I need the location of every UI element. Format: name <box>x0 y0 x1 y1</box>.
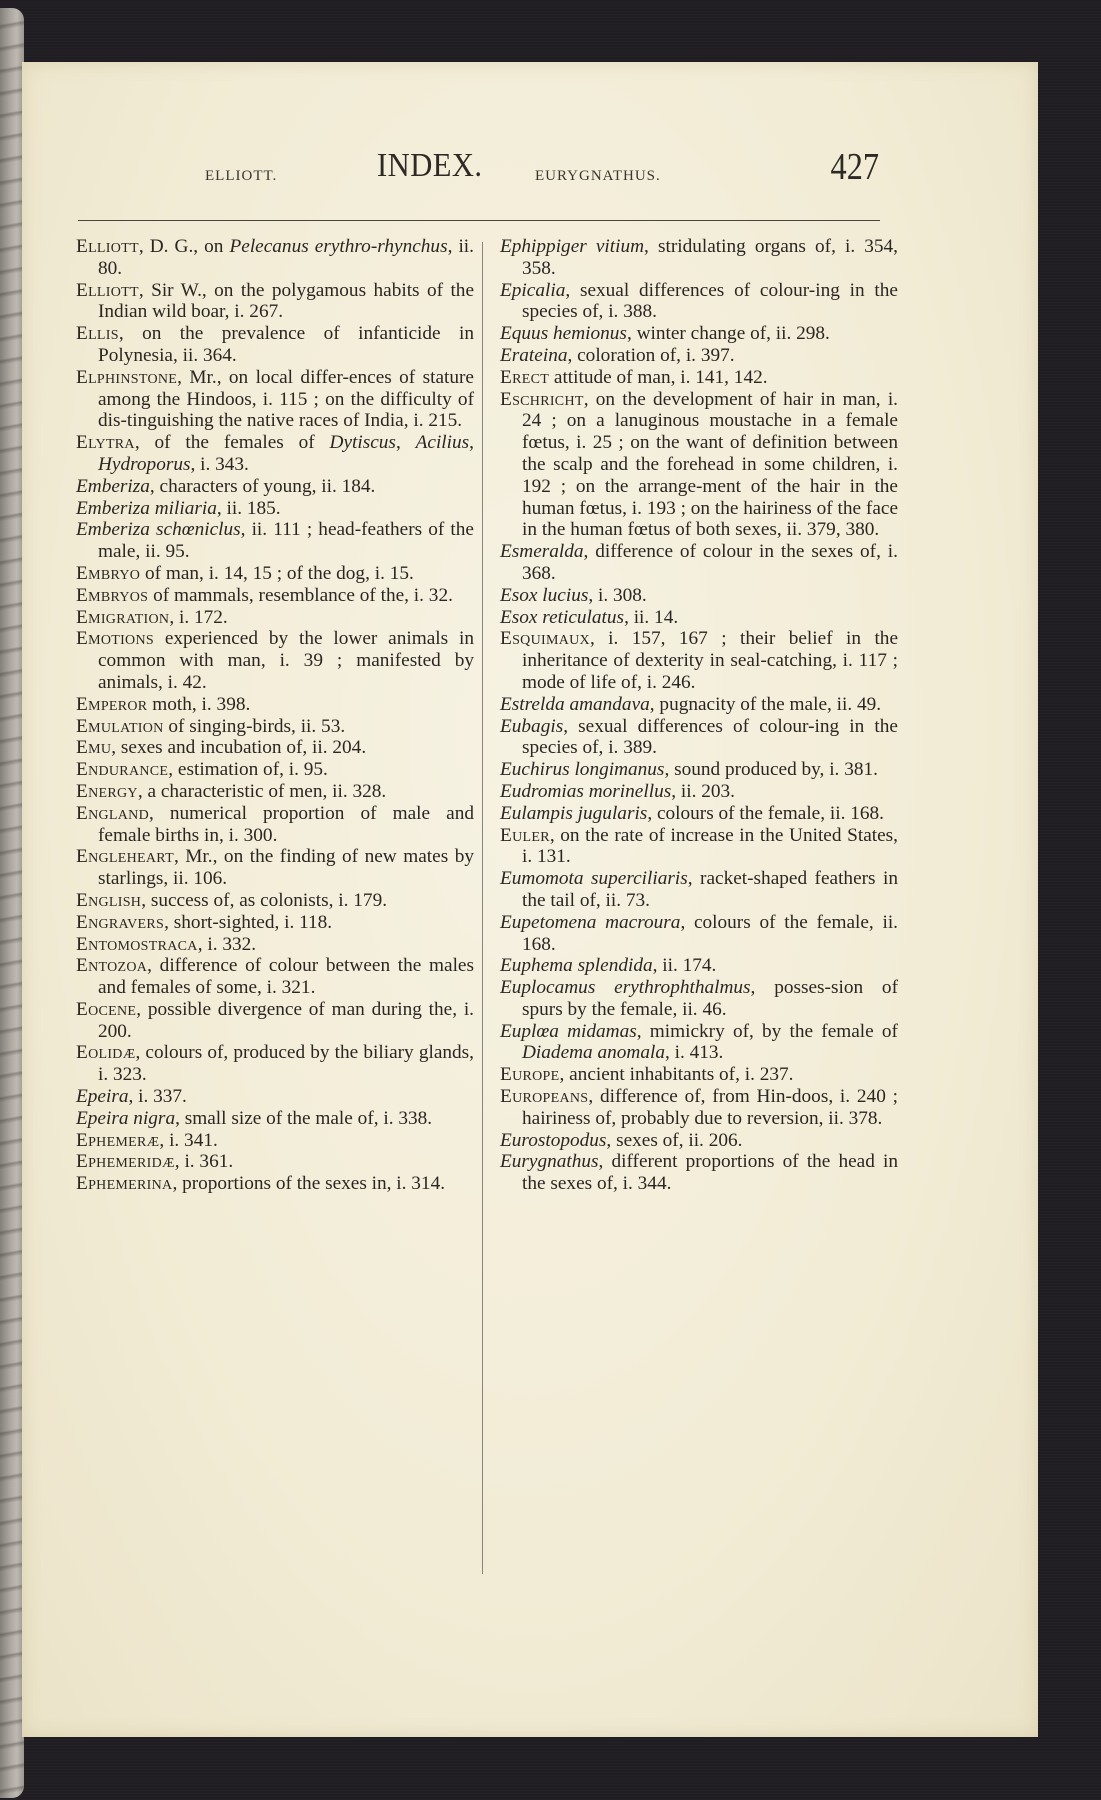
entry-text: , ii. 174. <box>652 955 717 977</box>
entry-text: , coloration of, i. 397. <box>567 344 735 366</box>
entry-heading: Emperor <box>76 693 148 715</box>
index-entry <box>500 280 898 324</box>
entry-text: , difference of colour in the sexes of, i. 368. <box>522 541 898 584</box>
entry-heading: Ellis <box>76 323 119 345</box>
index-entry <box>76 694 474 716</box>
index-entry <box>500 803 898 825</box>
entry-italic-term: Emberiza miliaria <box>76 497 217 519</box>
index-entry <box>76 934 474 956</box>
entry-text: , characters of young, ii. 184. <box>149 475 376 497</box>
index-entry <box>500 781 898 803</box>
entry-text: , colours of the female, ii. 168. <box>647 802 884 824</box>
entry-text: , success of, as colonists, i. 179. <box>141 889 388 911</box>
index-entry <box>76 367 474 432</box>
entry-text: , posses-sion of spurs by the female, ii. 46. <box>522 977 898 1020</box>
index-entry <box>76 1042 474 1086</box>
entry-text: , proportions of the sexes in, i. 314. <box>172 1173 446 1195</box>
index-entry <box>76 323 474 367</box>
entry-italic-term: Eupetomena macroura <box>500 911 681 933</box>
entry-heading: Ephemeridæ <box>76 1151 175 1173</box>
entry-text: experienced by the lower animals in common with man, i. 39 ; manifested by animals, i. 42. <box>98 628 474 693</box>
entry-text: , pugnacity of the male, ii. 49. <box>649 693 882 715</box>
entry-heading: Emulation <box>76 715 164 737</box>
entry-heading: Embryo <box>76 562 141 584</box>
entry-text: , Mr., on the finding of new mates by starlings, ii. 106. <box>98 846 474 890</box>
index-entry <box>500 236 898 280</box>
index-entry <box>500 1086 898 1130</box>
index-entry <box>76 1151 474 1173</box>
index-entry <box>500 1151 898 1195</box>
entry-italic-term: Epeira nigra <box>76 1107 176 1129</box>
entry-heading: Elphinstone <box>76 366 178 388</box>
entry-text: , on the prevalence of infanticide in Polynesia, ii. 364. <box>98 323 474 366</box>
adjacent-page-edges <box>0 8 24 1798</box>
entry-heading: Emigration <box>76 606 170 628</box>
entry-text: , i. 172. <box>169 606 228 628</box>
entry-text: , i. 332. <box>197 933 257 955</box>
entry-text: , Sir W., on the polygamous habits of the Indian wild boar, i. 267. <box>98 279 474 323</box>
entry-heading: Eocene <box>76 998 137 1020</box>
entry-text: , a characteristic of men, ii. 328. <box>137 780 387 802</box>
entry-italic-term: Euplocamus erythrophthalmus <box>500 977 751 999</box>
index-entry <box>76 519 474 563</box>
index-entry <box>76 759 474 781</box>
index-entry <box>500 868 898 912</box>
index-entry <box>76 1086 474 1108</box>
entry-text: , sexes and incubation of, ii. 204. <box>111 737 367 759</box>
index-entry <box>76 280 474 324</box>
index-entry <box>76 607 474 629</box>
entry-text: , racket-shaped feathers in the tail of, ii. 73. <box>522 868 898 911</box>
entry-text: , <box>395 432 416 454</box>
entry-text: , stridulating organs of, i. 354, 358. <box>522 236 898 279</box>
entry-italic-term: Erateina <box>500 344 568 366</box>
entry-text: , ii. 111 ; head-feathers of the male, ii. 95. <box>98 519 474 563</box>
entry-italic-term: Estrelda amandava <box>500 693 650 715</box>
entry-text: , possible divergence of man during the, i. 200. <box>98 998 474 1042</box>
entry-text: , i. 157, 167 ; their belief in the inheritance of dexterity in seal-catching, i. 117 ; mode of life of, i. 246. <box>522 628 898 693</box>
entry-heading: Engleheart <box>76 846 174 868</box>
entry-text: moth, i. 398. <box>147 693 251 715</box>
entry-text: , i. 308. <box>588 584 647 606</box>
entry-text: , ii. 185. <box>216 497 281 519</box>
running-head <box>205 145 885 195</box>
entry-italic-term: Eurostopodus <box>500 1129 607 1151</box>
index-entry <box>76 781 474 803</box>
entry-text: , of the females of <box>134 432 330 454</box>
index-entry <box>500 825 898 869</box>
entry-italic-term: Hydroporus <box>98 453 191 475</box>
index-entry <box>500 1130 898 1152</box>
entry-italic-term: Acilius <box>415 432 470 454</box>
entry-italic-term: Pelecanus erythro-rhynchus <box>229 236 448 257</box>
entry-heading: England <box>76 802 149 824</box>
entry-italic-term: Eurygnathus <box>500 1151 599 1173</box>
index-entry <box>500 955 898 977</box>
entry-heading: Emu <box>76 737 112 759</box>
entry-italic-term: Euchirus longimanus <box>500 759 665 781</box>
column-divider <box>482 242 483 1574</box>
index-entry <box>500 541 898 585</box>
index-entry <box>500 694 898 716</box>
entry-italic-term: Esox reticulatus <box>500 606 625 628</box>
entry-text: , estimation of, i. 95. <box>168 759 328 781</box>
entry-italic-term: Eudromias morinellus <box>500 780 672 802</box>
index-entry <box>500 628 898 693</box>
entry-text: of singing-birds, ii. 53. <box>163 715 346 737</box>
index-entry <box>76 498 474 520</box>
index-entry <box>76 1130 474 1152</box>
header-rule <box>506 220 880 221</box>
entry-italic-term: Epeira <box>76 1086 129 1108</box>
entry-text: , difference of, from Hin-doos, i. 240 ; hairiness of, probably due to reversion, ii. 378. <box>522 1086 898 1129</box>
running-head-last-entry: EURYGNATHUS. <box>535 168 661 184</box>
entry-italic-term: Esmeralda <box>500 541 584 563</box>
entry-heading: Erect <box>500 366 550 388</box>
index-entry <box>76 846 474 890</box>
index-entry <box>500 367 898 389</box>
index-entry <box>76 1173 474 1195</box>
entry-heading: Entomostraca <box>76 933 198 955</box>
entry-text: , sexual differences of colour-ing in the species of, i. 388. <box>522 279 898 323</box>
entry-text: , different proportions of the head in the sexes of, i. 344. <box>522 1151 898 1195</box>
index-entry <box>76 999 474 1043</box>
entry-italic-term: Diadema anomala <box>522 1042 665 1064</box>
entry-heading: Ephemerina <box>76 1173 173 1195</box>
entry-italic-term: Ephippiger vitium <box>500 236 645 257</box>
entry-heading: English <box>76 889 142 911</box>
entry-text: , ii. 203. <box>671 780 735 802</box>
entry-text: , D. G., on <box>138 236 230 257</box>
index-entry <box>76 716 474 738</box>
entry-italic-term: Emberiza schœniclus <box>76 519 241 541</box>
entry-text: , i. 361. <box>174 1151 234 1173</box>
entry-heading: Euler <box>500 824 550 846</box>
entry-heading: Emotions <box>76 628 154 650</box>
entry-text: , Mr., on local differ-ences of stature among the Hindoos, i. 115 ; on the difficulty of dis-tinguishing the native races of India, i. 215. <box>98 366 474 432</box>
entry-italic-term: Dytiscus <box>329 432 396 454</box>
index-entry <box>500 716 898 760</box>
index-entry <box>76 432 474 476</box>
index-entry <box>500 323 898 345</box>
entry-italic-term: Eulampis jugularis <box>500 802 648 824</box>
index-entry <box>76 912 474 934</box>
entry-heading: Engravers <box>76 911 165 933</box>
entry-text: , i. 337. <box>128 1086 187 1108</box>
index-entry <box>500 1064 898 1086</box>
entry-heading: Eolidæ <box>76 1042 136 1064</box>
entry-heading: Europe <box>500 1064 560 1086</box>
entry-text: of mammals, resemblance of the, i. 32. <box>148 584 453 606</box>
entry-text: , ii. 14. <box>624 606 679 628</box>
entry-text: , short-sighted, i. 118. <box>164 911 333 933</box>
index-entry <box>500 345 898 367</box>
entry-italic-term: Esox lucius <box>500 584 589 606</box>
index-entry <box>76 585 474 607</box>
index-entry <box>76 737 474 759</box>
entry-text: , sexual differences of colour-ing in the species of, i. 389. <box>522 715 898 759</box>
entry-text: , ii. 80. <box>98 236 474 279</box>
index-entry <box>76 1108 474 1130</box>
entry-text: of man, i. 14, 15 ; of the dog, i. 15. <box>140 562 414 584</box>
entry-text: , sexes of, ii. 206. <box>606 1129 743 1151</box>
entry-text: , i. 343. <box>190 453 249 475</box>
index-entry <box>500 977 898 1021</box>
index-column-right <box>500 236 898 1195</box>
entry-text: , i. 341. <box>159 1129 218 1151</box>
entry-text: , <box>469 432 474 454</box>
index-entry <box>500 389 898 542</box>
entry-italic-term: Eubagis <box>500 715 564 737</box>
entry-text: , on the development of hair in man, i. 24 ; on a lanuginous moustache in a female fœtus, i. 25 ; on the want of definition between the scalp and the forehead in some children, i. 192 ; on the arrange-ment of the hair in the human fœtus, i. 193 ; on the hairiness of the face in the human fœtus of both sexes, ii. 379, 380. <box>522 388 898 541</box>
entry-text: , mimickry of, by the female of <box>636 1020 898 1042</box>
entry-text: , i. 413. <box>665 1042 724 1064</box>
entry-italic-term: Emberiza <box>76 475 150 497</box>
index-entry <box>76 476 474 498</box>
index-entry <box>76 236 474 280</box>
entry-heading: Eschricht <box>500 388 584 410</box>
entry-heading: Energy <box>76 780 138 802</box>
running-head-title: INDEX. <box>377 147 483 184</box>
entry-heading: Elliott <box>76 279 139 301</box>
entry-italic-term: Equus hemionus <box>500 323 627 345</box>
entry-text: , ancient inhabitants of, i. 237. <box>559 1064 794 1086</box>
index-entry <box>76 628 474 693</box>
index-entry <box>76 955 474 999</box>
entry-heading: Esquimaux <box>500 628 590 650</box>
entry-heading: Ephemeræ <box>76 1129 160 1151</box>
entry-text: , small size of the male of, i. 338. <box>175 1107 433 1129</box>
entry-text: , sound produced by, i. 381. <box>664 759 878 781</box>
entry-heading: Embryos <box>76 584 149 606</box>
index-entry <box>76 563 474 585</box>
index-column-left <box>76 236 474 1195</box>
entry-text: , numerical proportion of male and female births in, i. 300. <box>98 802 474 846</box>
entry-heading: Elliott <box>76 236 139 257</box>
entry-heading: Elytra <box>76 432 135 454</box>
header-rule <box>78 220 506 221</box>
entry-text: , colours of, produced by the biliary glands, i. 323. <box>98 1042 474 1086</box>
index-entry <box>500 759 898 781</box>
index-entry <box>500 607 898 629</box>
entry-text: attitude of man, i. 141, 142. <box>549 366 768 388</box>
index-entry <box>76 803 474 847</box>
entry-italic-term: Eumomota superciliaris <box>500 868 688 890</box>
index-entry <box>500 1021 898 1065</box>
entry-italic-term: Euphema splendida <box>500 955 653 977</box>
entry-text: , on the rate of increase in the United States, i. 131. <box>522 824 898 868</box>
entry-text: , winter change of, ii. 298. <box>626 323 830 345</box>
index-entry <box>500 585 898 607</box>
entry-heading: Europeans <box>500 1086 589 1108</box>
index-entry <box>76 890 474 912</box>
entry-italic-term: Euplœa midamas <box>500 1020 637 1042</box>
running-head-first-entry: ELLIOTT. <box>205 168 278 184</box>
page-number: 427 <box>830 146 879 188</box>
entry-heading: Endurance <box>76 759 169 781</box>
entry-italic-term: Epicalia <box>500 279 566 301</box>
index-entry <box>500 912 898 956</box>
entry-text: , difference of colour between the males and females of some, i. 321. <box>98 955 474 999</box>
entry-text: , colours of the female, ii. 168. <box>522 911 898 955</box>
entry-heading: Entozoa <box>76 955 148 977</box>
